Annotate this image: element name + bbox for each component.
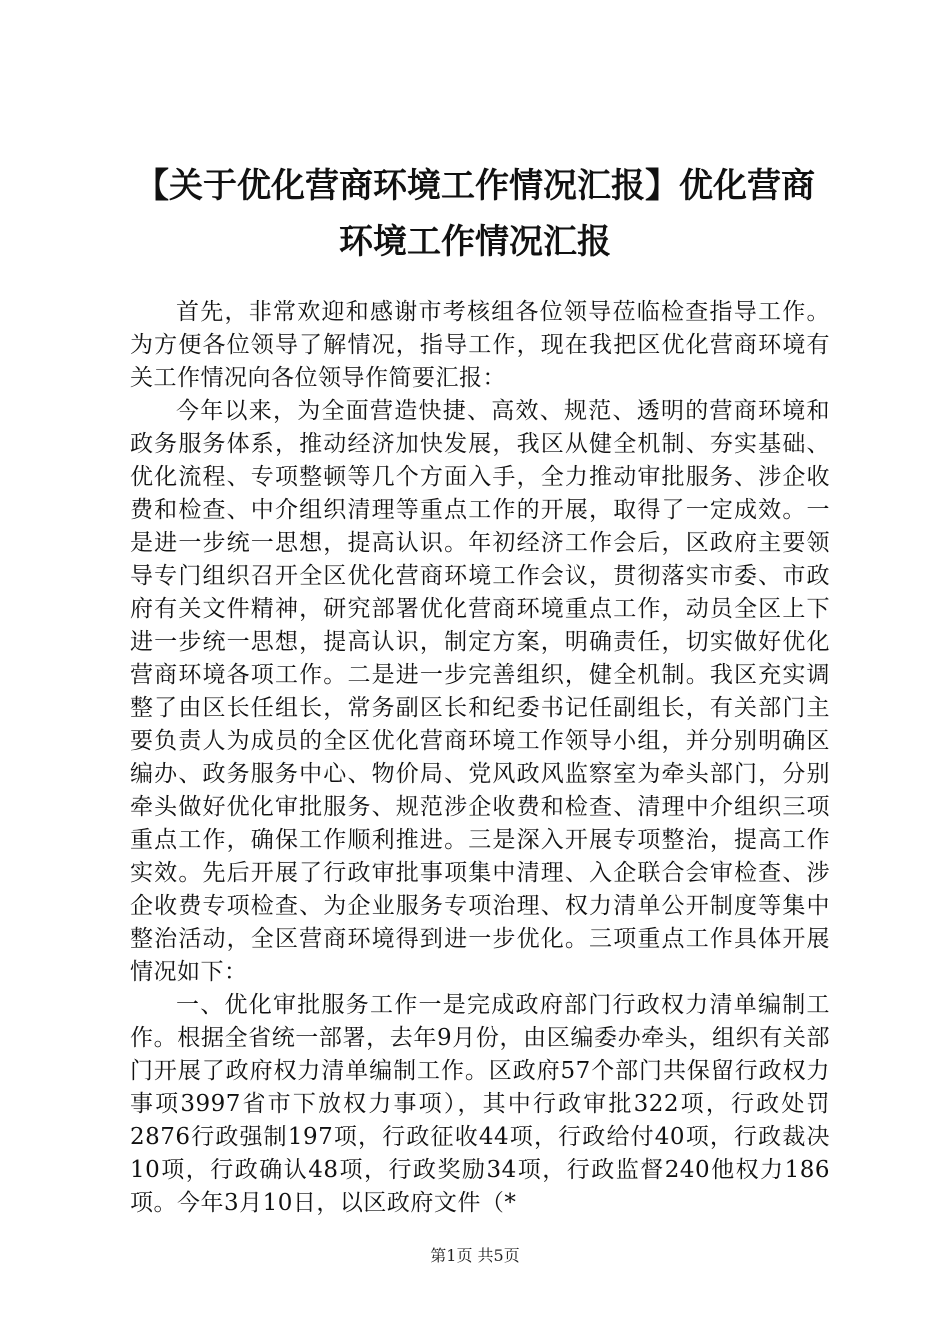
title-line-1: 【关于优化营商环境工作情况汇报】优化营商	[135, 166, 815, 206]
page-number-footer: 第1页 共5页	[430, 1246, 520, 1265]
paragraph-intro: 首先，非常欢迎和感谢市考核组各位领导莅临检查指导工作。为方便各位领导了解情况，指导工作，现在我把区优化营商环境有关工作情况向各位领导作简要汇报：	[130, 299, 830, 391]
title-line-2: 环境工作情况汇报	[339, 222, 611, 262]
document-title	[110, 158, 840, 270]
paragraph-overview: 今年以来，为全面营造快捷、高效、规范、透明的营商环境和政务服务体系，推动经济加快发展，我区从健全机制、夯实基础、优化流程、专项整顿等几个方面入手，全力推动审批服务、涉企收费和检查、中介组织清理等重点工作的开展，取得了一定成效。一是进一步统一思想，提高认识。年初经济工作会后，区政府主要领导专门组织召开全区优化营商环境工作会议，贯彻落实市委、市政府有关文件精神，研究部署优化营商环境重点工作，动员全区上下进一步统一思想，提高认识，制定方案，明确责任，切实做好优化营商环境各项工作。二是进一步完善组织，健全机制。我区充实调整了由区长任组长，常务副区长和纪委书记任副组长，有关部门主要负责人为成员的全区优化营商环境工作领导小组，并分别明确区编办、政务服务中心、物价局、党风政风监察室为牵头部门，分别牵头做好优化审批服务、规范涉企收费和检查、清理中介组织三项重点工作，确保工作顺利推进。三是深入开展专项整治，提高工作实效。先后开展了行政审批事项集中清理、入企联合会审检查、涉企收费专项检查、为企业服务专项治理、权力清单公开制度等集中整治活动，全区营商环境得到进一步优化。三项重点工作具体开展情况如下：	[130, 398, 830, 985]
document-body	[130, 296, 830, 1220]
paragraph-section-1: 一、优化审批服务工作一是完成政府部门行政权力清单编制工作。根据全省统一部署，去年9月份，由区编委办牵头，组织有关部门开展了政府权力清单编制工作。区政府57个部门共保留行政权力事项3997省市下放权力事项），其中行政审批322项，行政处罚2876行政强制197项，行政征收44项，行政给付40项，行政裁决10项，行政确认48项，行政奖励34项，行政监督240他权力186项。今年3月10日，以区政府文件（*	[130, 992, 830, 1216]
